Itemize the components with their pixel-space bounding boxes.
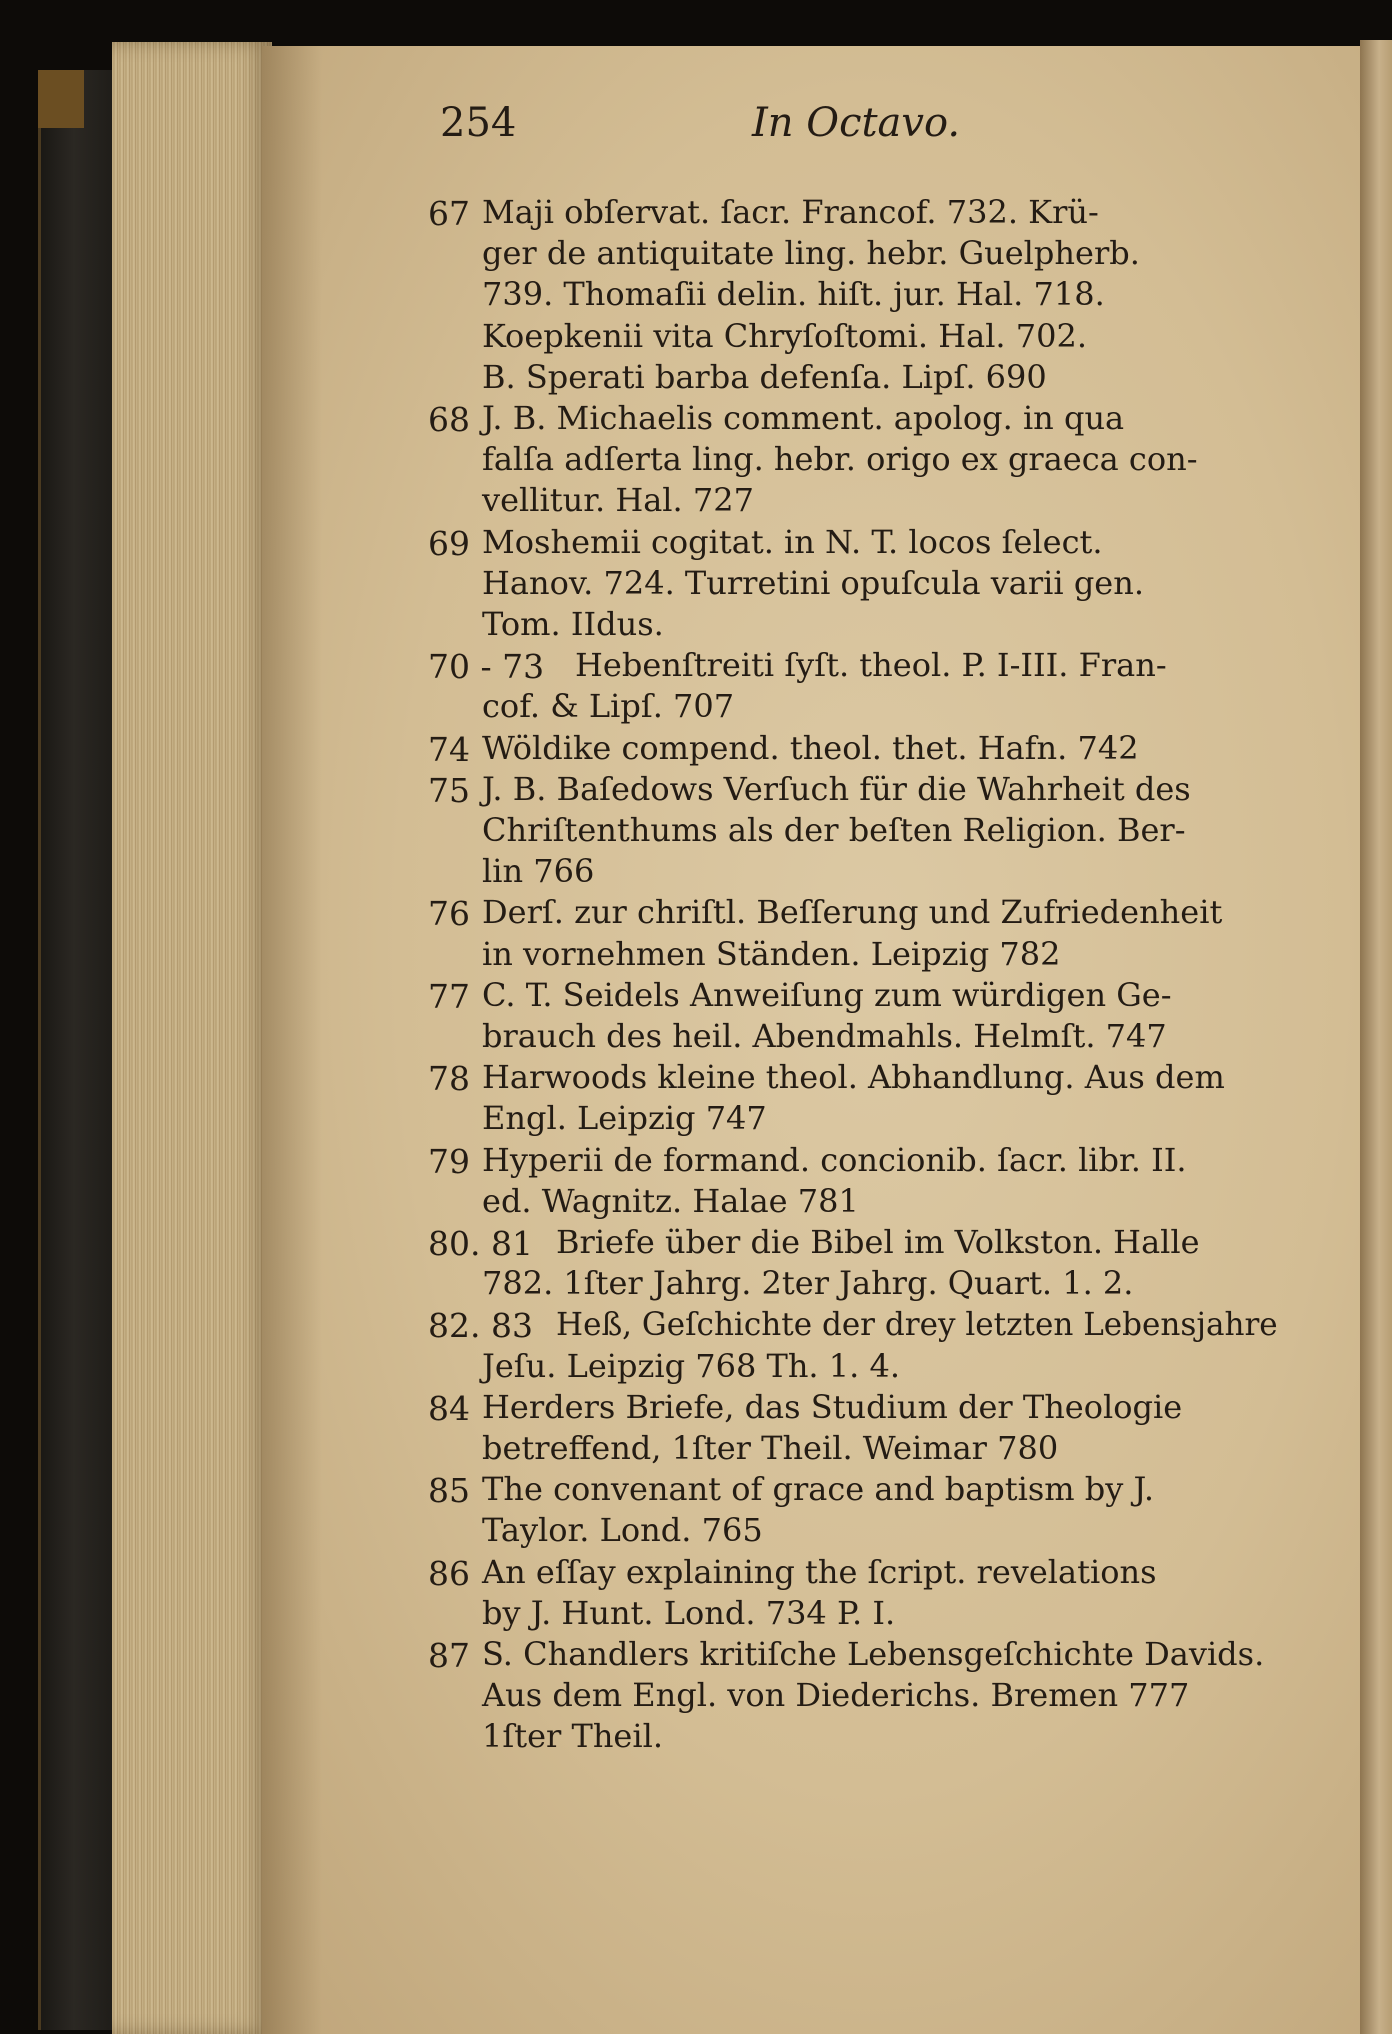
entry-text: Tom. IIdus. [482,605,664,643]
entry-number: 76 [428,894,470,934]
catalog-entry [0,396,1392,438]
catalog-entry-continuation [0,684,1392,726]
catalog-entry [0,1385,1392,1427]
entry-text: Wöldike compend. theol. thet. Hafn. 742 [482,728,1139,767]
entry-number: 75 [428,770,470,810]
entry-text: Taylor. Lond. 765 [482,1511,763,1550]
catalog-entry-continuation [0,1261,1392,1303]
catalog-entry [0,1220,1392,1262]
entry-number: 82. 83 [428,1306,533,1346]
entry-number: 79 [428,1141,470,1181]
catalog-entry [0,1467,1392,1509]
entry-text: Engl. Leipzig 747 [482,1099,767,1138]
entry-text: Hyperii de formand. concionib. ſacr. libr. II. [482,1140,1187,1179]
catalog-entry-continuation [0,808,1392,850]
entry-number: 68 [428,400,470,439]
entry-number: 77 [428,976,470,1016]
catalog-entry [0,726,1392,768]
entry-number: 86 [428,1553,470,1593]
entry-number: 78 [428,1059,470,1099]
entry-text: vellitur. Hal. 727 [482,481,754,520]
entry-text: Briefe über die Bibel im Volkston. Halle [556,1223,1200,1261]
catalog-entry [0,1550,1392,1592]
entry-text: ed. Wagnitz. Halae 781 [482,1181,859,1220]
catalog-entry-continuation [0,1508,1392,1550]
catalog-entry-continuation [0,561,1392,603]
catalog-entry [0,190,1392,232]
entry-text: 739. Thomaſii delin. hiſt. jur. Hal. 718. [482,275,1105,314]
entry-text: The convenant of grace and baptism by J. [482,1470,1155,1509]
entry-text: Heß, Geſchichte der drey letzten Lebensjahre [556,1305,1278,1344]
catalog-entry-continuation [0,1179,1392,1221]
entry-text: B. Sperati barba defenſa. Lipſ. 690 [482,357,1047,396]
catalog-entry-continuation [0,932,1392,974]
entry-text: C. T. Seidels Anweiſung zum würdigen Ge- [482,975,1172,1014]
entry-number: 70 - 73 [428,647,545,687]
catalog-entry [0,973,1392,1015]
entry-text: 782. 1ſter Jahrg. 2ter Jahrg. Quart. 1. 2. [482,1264,1134,1303]
entry-number: 67 [428,194,470,233]
catalog-entry-continuation [0,1344,1392,1386]
catalog-entry-continuation [0,1673,1392,1715]
entry-text: Derſ. zur chriſtl. Beſſerung und Zufriedenheit [482,893,1223,932]
catalog-entry-continuation [0,1014,1392,1056]
entry-text: Moshemii cogitat. in N. T. locos ſelect. [482,522,1103,561]
entry-text: Hebenſtreiti ſyſt. theol. P. I-III. Fran- [575,646,1167,685]
entry-text: ger de antiquitate ling. hebr. Guelpherb. [482,234,1140,273]
entry-number: 84 [428,1388,470,1428]
catalog-entry [0,520,1392,562]
entry-text: J. B. Baſedows Verſuch für die Wahrheit des [482,769,1191,808]
entry-text: J. B. Michaelis comment. apolog. in qua [482,399,1125,437]
catalog-entry-continuation [0,314,1392,356]
entry-text: An eſſay explaining the ſcript. revelations [482,1552,1157,1591]
entry-number: 74 [428,729,470,769]
catalog-entry [0,1138,1392,1180]
entry-text: Chriſtenthums als der beſten Religion. Ber- [482,811,1186,849]
entry-text: brauch des heil. Abendmahls. Helmſt. 747 [482,1017,1167,1055]
catalog-entry [0,767,1392,809]
page-number: 254 [440,100,517,146]
entry-number: 87 [428,1636,470,1675]
catalog-entry-continuation [0,272,1392,314]
catalog-entry [0,890,1392,932]
catalog-entry-continuation [0,1096,1392,1138]
catalog-entry-continuation [0,602,1392,644]
catalog-entry [0,1632,1392,1674]
catalog-entry-continuation [0,478,1392,520]
catalog-entry-continuation [0,1714,1392,1756]
entry-text: lin 766 [482,852,595,891]
entry-text: falſa adſerta ling. hebr. origo ex graeca con- [482,440,1198,479]
entry-text: Herders Briefe, das Studium der Theologie [482,1387,1183,1426]
catalog-entry-continuation [0,1426,1392,1468]
entry-text: Aus dem Engl. von Diederichs. Bremen 777 [482,1676,1190,1715]
catalog-entry [0,1302,1392,1344]
entry-text: Maji obſervat. ſacr. Francof. 732. Krü- [482,193,1099,231]
entry-text: cof. & Lipſ. 707 [482,687,735,726]
entry-text: S. Chandlers kritiſche Lebensgeſchichte Davids. [482,1635,1265,1673]
entry-text: 1ſter Theil. [482,1717,663,1756]
entry-text: betreffend, 1ſter Theil. Weimar 780 [482,1429,1059,1467]
catalog-entry-continuation [0,437,1392,479]
entry-number: 69 [428,523,470,563]
cover-corner-leather [38,70,84,128]
entry-text: in vornehmen Ständen. Leipzig 782 [482,934,1061,973]
entry-text: Jeſu. Leipzig 768 Th. 1. 4. [482,1346,900,1385]
entry-text: Harwoods kleine theol. Abhandlung. Aus dem [482,1058,1225,1097]
entry-number: 80. 81 [428,1224,533,1263]
catalog-entry-continuation [0,849,1392,891]
running-title: In Octavo. [752,100,961,146]
entry-text: Hanov. 724. Turretini opuſcula varii gen. [482,563,1145,602]
entry-text: Koepkenii vita Chryſoſtomi. Hal. 702. [482,316,1088,355]
entry-text: by J. Hunt. Lond. 734 P. I. [482,1593,896,1632]
catalog-entry-continuation [0,355,1392,397]
catalog-entry [0,1055,1392,1097]
entry-number: 85 [428,1471,470,1511]
catalog-entry-continuation [0,231,1392,273]
catalog-entry-continuation [0,1591,1392,1633]
catalog-entry [0,643,1392,685]
